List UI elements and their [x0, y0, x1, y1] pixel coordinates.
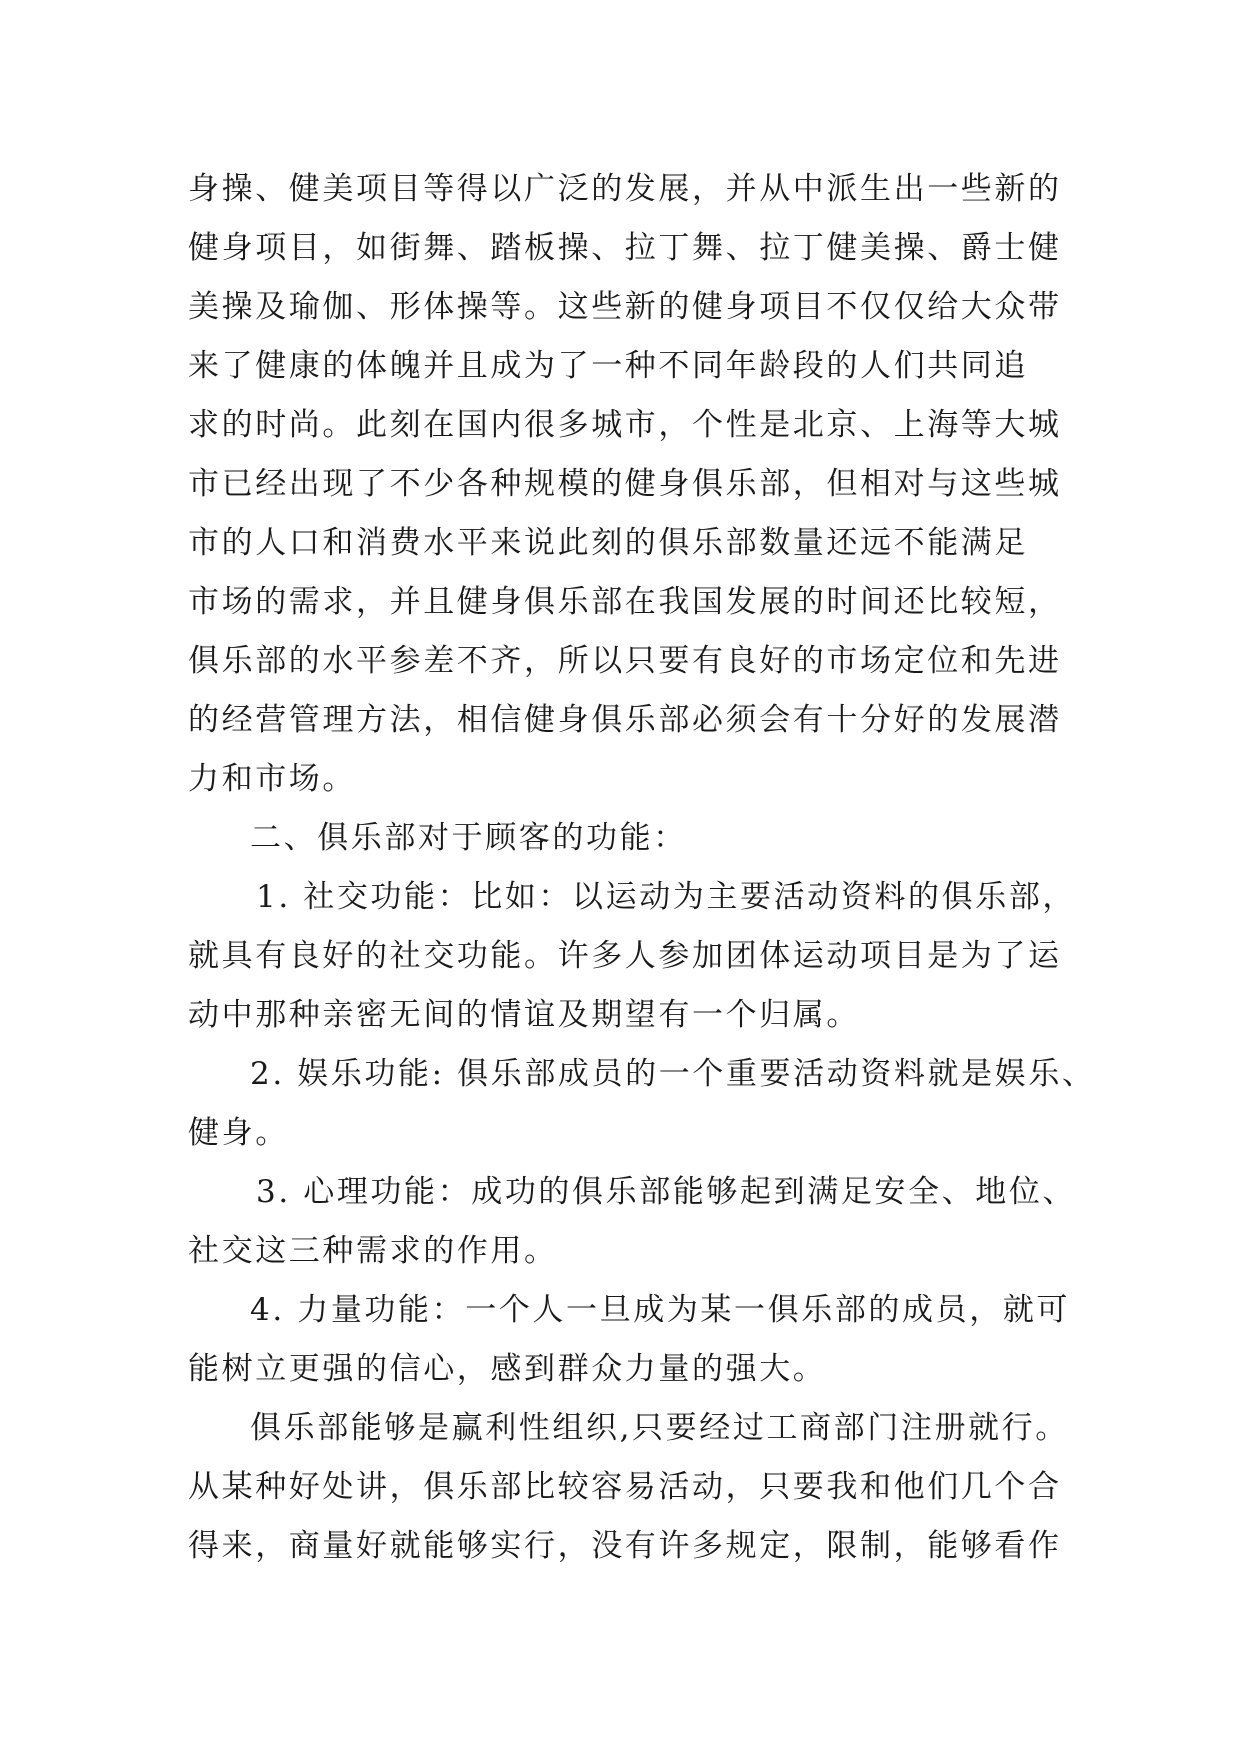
text-line: 求的时尚。此刻在国内很多城市，个性是北京、上海等大城: [188, 407, 1062, 443]
text-line: 的经营管理方法，相信健身俱乐部必须会有十分好的发展潜: [188, 702, 1062, 738]
text-line: 力和市场。: [188, 761, 356, 797]
list-item-line: 4. 力量功能：一个人一旦成为某一俱乐部的成员，就可: [250, 1292, 1071, 1328]
text-line: 就具有良好的社交功能。许多人参加团体运动项目是为了运: [188, 938, 1062, 974]
text-line: 身操、健美项目等得以广泛的发展，并从中派生出一些新的: [188, 171, 1062, 207]
paragraph-start-line: 俱乐部能够是赢利性组织,只要经过工商部门注册就行。: [250, 1410, 1069, 1446]
text-line: 健身。: [188, 1115, 289, 1151]
text-line: 美操及瑜伽、形体操等。这些新的健身项目不仅仅给大众带: [188, 289, 1062, 325]
text-line: 市场的需求，并且健身俱乐部在我国发展的时间还比较短，: [188, 584, 1062, 620]
list-item-line: 3. 心理功能：成功的俱乐部能够起到满足安全、地位、: [256, 1174, 1077, 1210]
text-line: 俱乐部的水平参差不齐，所以只要有良好的市场定位和先进: [188, 643, 1062, 679]
list-item-line: 2. 娱乐功能: 俱乐部成员的一个重要活动资料就是娱乐、: [250, 1056, 1096, 1092]
text-line: 动中那种亲密无间的情谊及期望有一个归属。: [188, 997, 860, 1033]
text-line: 健身项目，如街舞、踏板操、拉丁舞、拉丁健美操、爵士健: [188, 230, 1062, 266]
text-line: 社交这三种需求的作用。: [188, 1233, 558, 1269]
body-text: [188, 160, 1096, 1576]
section-heading: 二、俱乐部对于顾客的功能：: [250, 820, 687, 856]
text-line: 来了健康的体魄并且成为了一种不同年龄段的人们共同追: [188, 348, 1028, 384]
text-line: 市的人口和消费水平来说此刻的俱乐部数量还远不能满足: [188, 525, 1028, 561]
text-line: 得来，商量好就能够实行，没有许多规定，限制，能够看作: [188, 1528, 1062, 1564]
text-line: 从某种好处讲，俱乐部比较容易活动，只要我和他们几个合: [188, 1469, 1062, 1505]
text-line: 市已经出现了不少各种规模的健身俱乐部，但相对与这些城: [188, 466, 1062, 502]
list-item-line: 1. 社交功能：比如：以运动为主要活动资料的俱乐部，: [256, 879, 1077, 915]
text-line: 能树立更强的信心，感到群众力量的强大。: [188, 1351, 827, 1387]
